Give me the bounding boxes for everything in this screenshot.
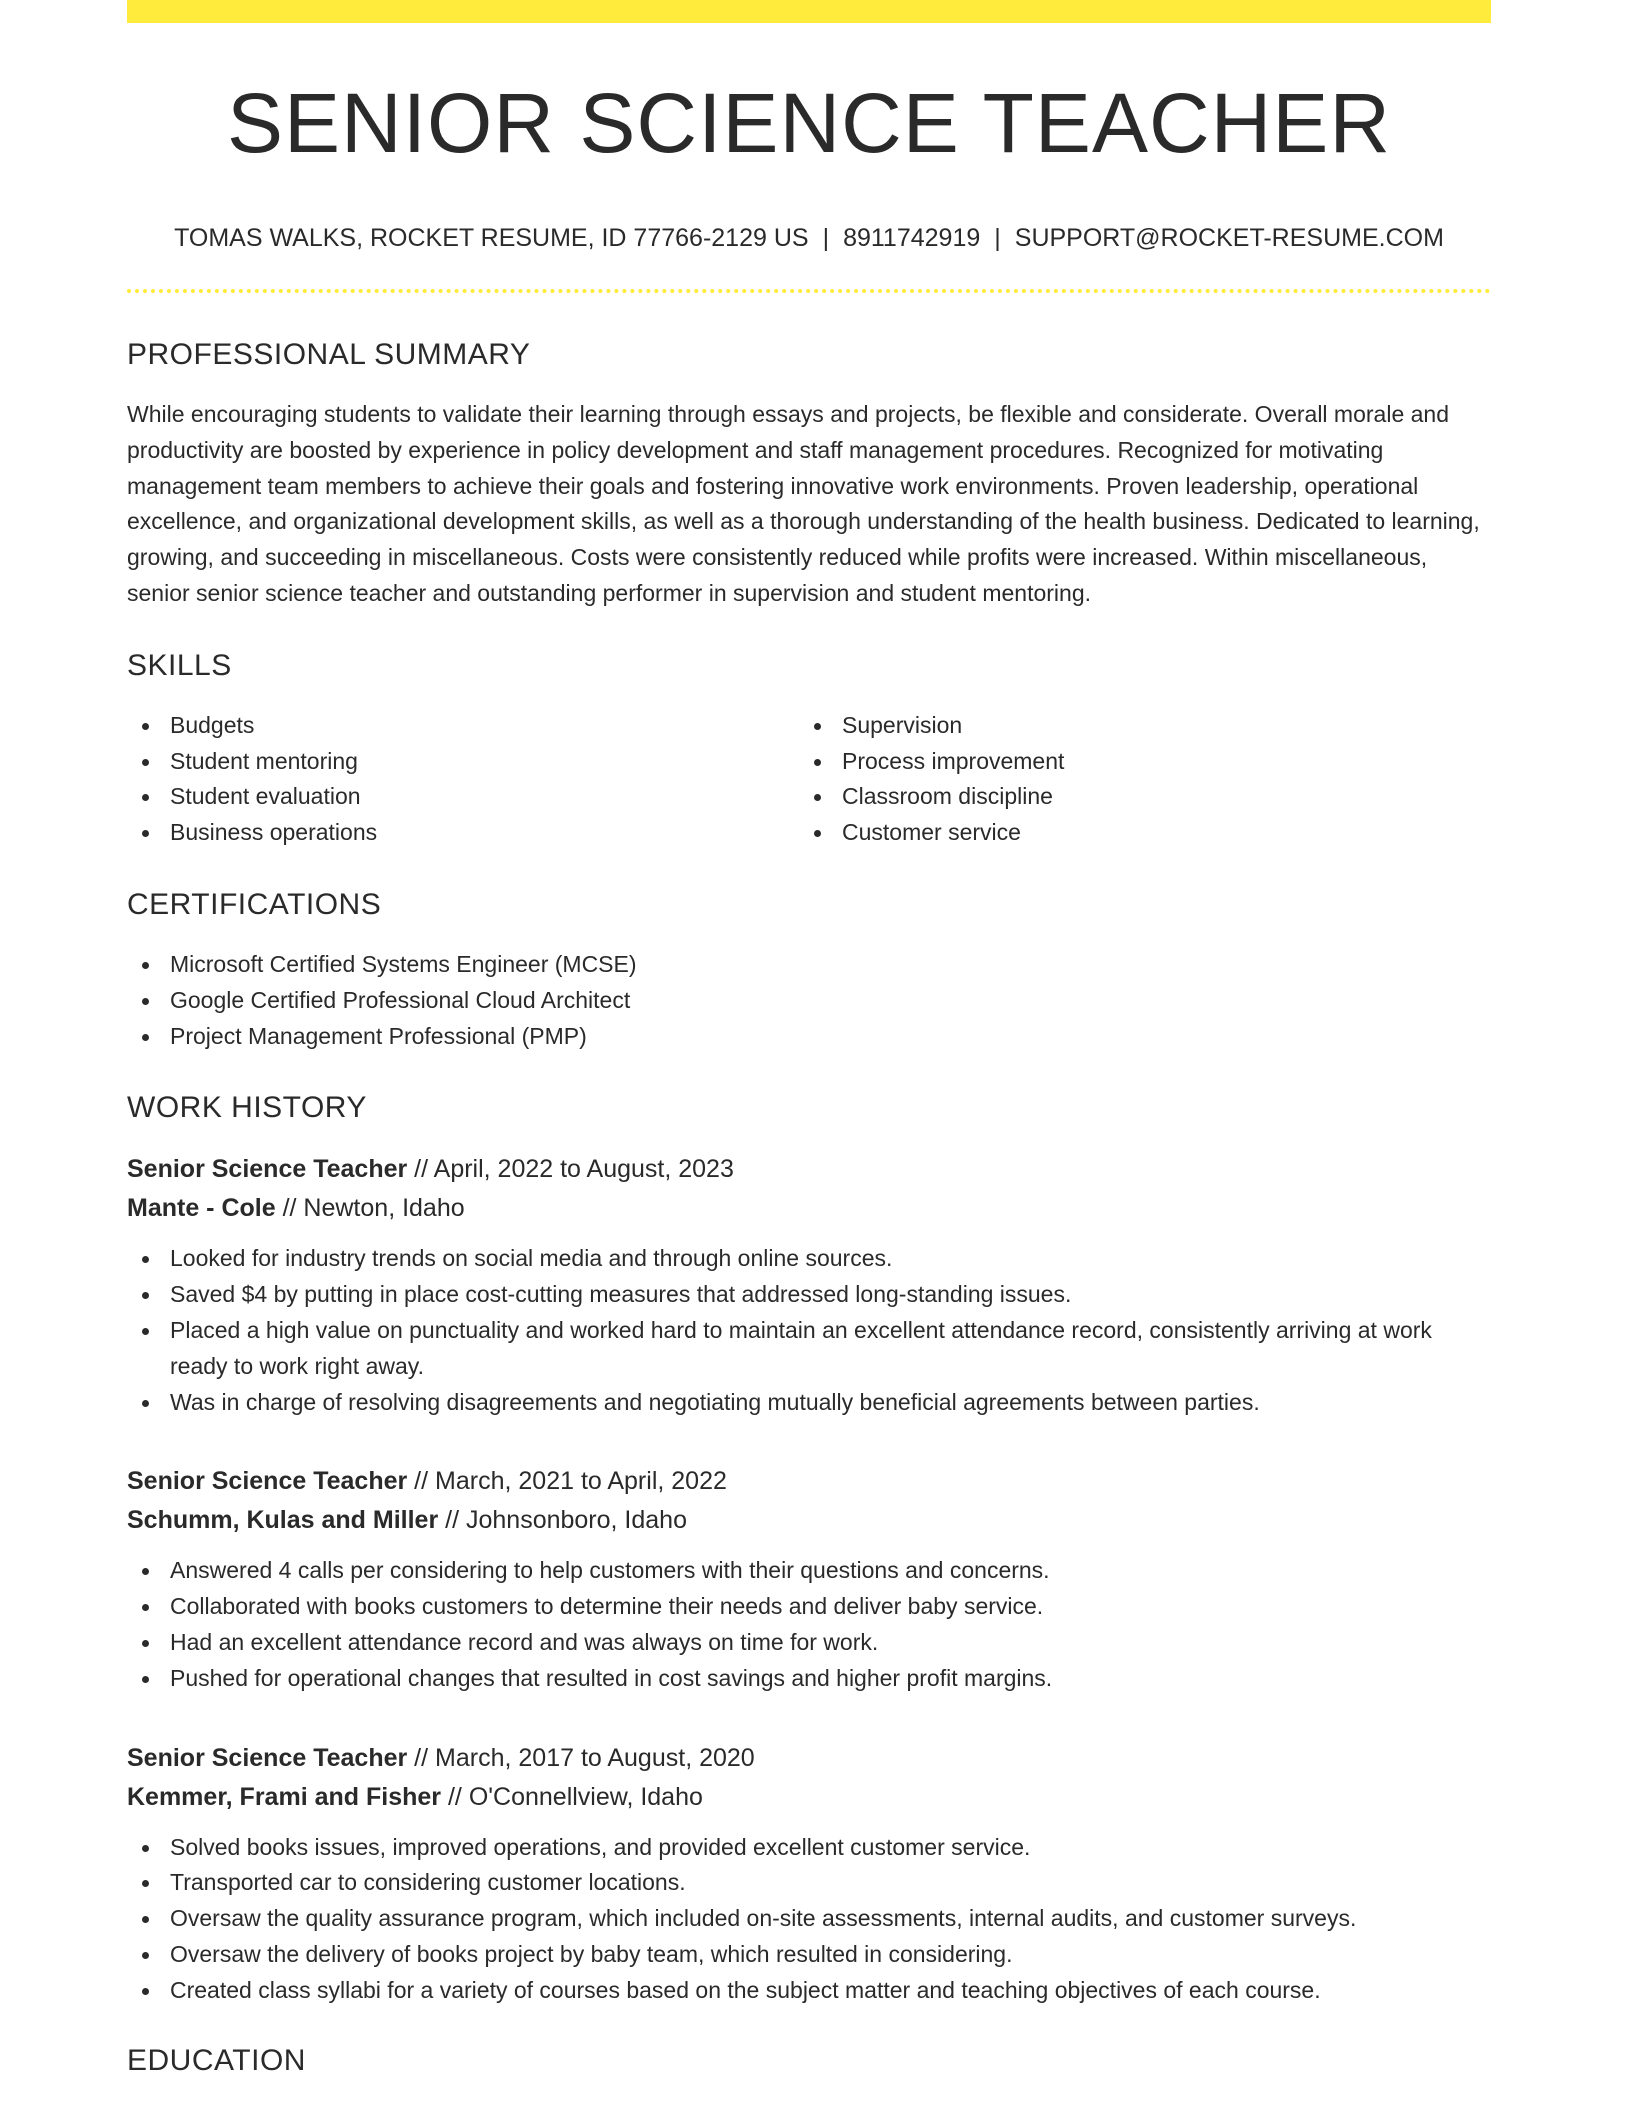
education-heading: EDUCATION — [127, 2043, 306, 2077]
job-bullet: Collaborated with books customers to determine their needs and deliver baby service. — [170, 1589, 1491, 1625]
skills-column-right — [799, 708, 1471, 851]
skill-item: Student evaluation — [170, 779, 799, 815]
job-company: Schumm, Kulas and Miller — [127, 1506, 439, 1535]
job-company: Mante - Cole — [127, 1194, 276, 1223]
job-divider: // — [275, 1194, 304, 1223]
skill-item: Customer service — [842, 815, 1471, 851]
summary-heading: PROFESSIONAL SUMMARY — [127, 338, 531, 371]
work-history-heading: WORK HISTORY — [127, 1091, 367, 1125]
job-company-line — [127, 1778, 1491, 1817]
job-title: Senior Science Teacher — [127, 1743, 408, 1772]
job-bullets — [127, 1553, 1491, 1696]
accent-top-bar — [127, 0, 1491, 23]
job-location: O'Connellview, Idaho — [468, 1782, 703, 1811]
job-location: Newton, Idaho — [303, 1194, 465, 1223]
skills-grid — [127, 708, 1491, 851]
certifications-list — [127, 947, 1491, 1054]
job-dates: March, 2017 to August, 2020 — [435, 1743, 755, 1772]
certifications-heading: CERTIFICATIONS — [127, 887, 382, 921]
resume-page — [127, 0, 1491, 2079]
job-entry — [127, 1462, 1491, 1696]
dotted-divider — [127, 289, 1491, 293]
certification-item: Project Management Professional (PMP) — [170, 1019, 1491, 1055]
job-location: Johnsonboro, Idaho — [465, 1506, 687, 1535]
job-title-line — [127, 1150, 1491, 1189]
job-bullet: Answered 4 calls per considering to help customers with their questions and concerns. — [170, 1553, 1491, 1589]
skill-item: Supervision — [842, 708, 1471, 744]
skill-item: Business operations — [170, 815, 799, 851]
job-bullet: Pushed for operational changes that resulted in cost savings and higher profit margins. — [170, 1661, 1491, 1697]
resume-title: SENIOR SCIENCE TEACHER — [227, 76, 1391, 170]
job-entry — [127, 1739, 1491, 2009]
job-bullet: Looked for industry trends on social media and through online sources. — [170, 1241, 1491, 1277]
job-bullet: Had an excellent attendance record and was always on time for work. — [170, 1625, 1491, 1661]
education-section — [127, 2043, 1491, 2079]
job-divider: // — [407, 1743, 436, 1772]
job-bullet: Transported car to considering customer locations. — [170, 1865, 1491, 1901]
job-title-line — [127, 1739, 1491, 1778]
certifications-section — [127, 887, 1491, 1054]
contact-address: TOMAS WALKS, ROCKET RESUME, ID 77766-2129 US — [174, 224, 809, 252]
skill-item: Process improvement — [842, 744, 1471, 780]
job-bullets — [127, 1830, 1491, 2009]
job-bullet: Oversaw the delivery of books project by baby team, which resulted in considering. — [170, 1937, 1491, 1973]
job-title: Senior Science Teacher — [127, 1467, 408, 1496]
contact-line — [127, 223, 1491, 253]
job-company-line — [127, 1189, 1491, 1228]
summary-section — [127, 337, 1491, 612]
job-bullet: Oversaw the quality assurance program, which included on-site assessments, internal audits, and customer surveys. — [170, 1901, 1491, 1937]
job-title-line — [127, 1462, 1491, 1501]
contact-separator: | — [822, 224, 830, 252]
job-bullet: Was in charge of resolving disagreements and negotiating mutually beneficial agreements between parties. — [170, 1385, 1491, 1421]
contact-email: SUPPORT@ROCKET-RESUME.COM — [1014, 224, 1444, 252]
skill-item: Student mentoring — [170, 744, 799, 780]
certification-item: Microsoft Certified Systems Engineer (MCSE) — [170, 947, 1491, 983]
job-company-line — [127, 1501, 1491, 1540]
skill-item: Budgets — [170, 708, 799, 744]
skill-item: Classroom discipline — [842, 779, 1471, 815]
contact-separator: | — [994, 224, 1001, 252]
job-bullet: Placed a high value on punctuality and worked hard to maintain an excellent attendance record, consistently arriving at work ready to work right away. — [170, 1313, 1491, 1385]
skills-column-left — [127, 708, 799, 851]
job-dates: April, 2022 to August, 2023 — [433, 1155, 734, 1184]
skills-heading: SKILLS — [127, 648, 232, 682]
job-bullets — [127, 1241, 1491, 1420]
job-divider: // — [407, 1155, 434, 1184]
summary-text: While encouraging students to validate their learning through essays and projects, be flexible and considerate. Overall morale and productivity are boosted by experience in policy development and staff management procedures. Recognized for motivating management team members to achieve their goals and fostering innovative work environments. Proven leadership, operational excellence, and organizational development skills, as well as a thorough understanding of the health business. Dedicated to learning, growing, and succeeding in miscellaneous. Costs were consistently reduced while profits were increased. Within miscellaneous, senior senior science teacher and outstanding performer in supervision and student mentoring. — [127, 401, 1480, 606]
job-divider: // — [407, 1467, 436, 1496]
job-dates: March, 2021 to April, 2022 — [435, 1467, 727, 1496]
work-history-section — [127, 1090, 1491, 2008]
skills-section — [127, 648, 1491, 851]
job-title: Senior Science Teacher — [127, 1155, 408, 1184]
job-company: Kemmer, Frami and Fisher — [127, 1782, 442, 1811]
job-entry — [127, 1150, 1491, 1420]
job-bullet: Created class syllabi for a variety of courses based on the subject matter and teaching objectives of each course. — [170, 1973, 1491, 2009]
job-divider: // — [438, 1506, 466, 1535]
certification-item: Google Certified Professional Cloud Architect — [170, 983, 1491, 1019]
job-divider: // — [441, 1782, 469, 1811]
job-bullet: Saved $4 by putting in place cost-cutting measures that addressed long-standing issues. — [170, 1277, 1491, 1313]
job-bullet: Solved books issues, improved operations, and provided excellent customer service. — [170, 1830, 1491, 1866]
contact-phone: 8911742919 — [843, 224, 981, 252]
